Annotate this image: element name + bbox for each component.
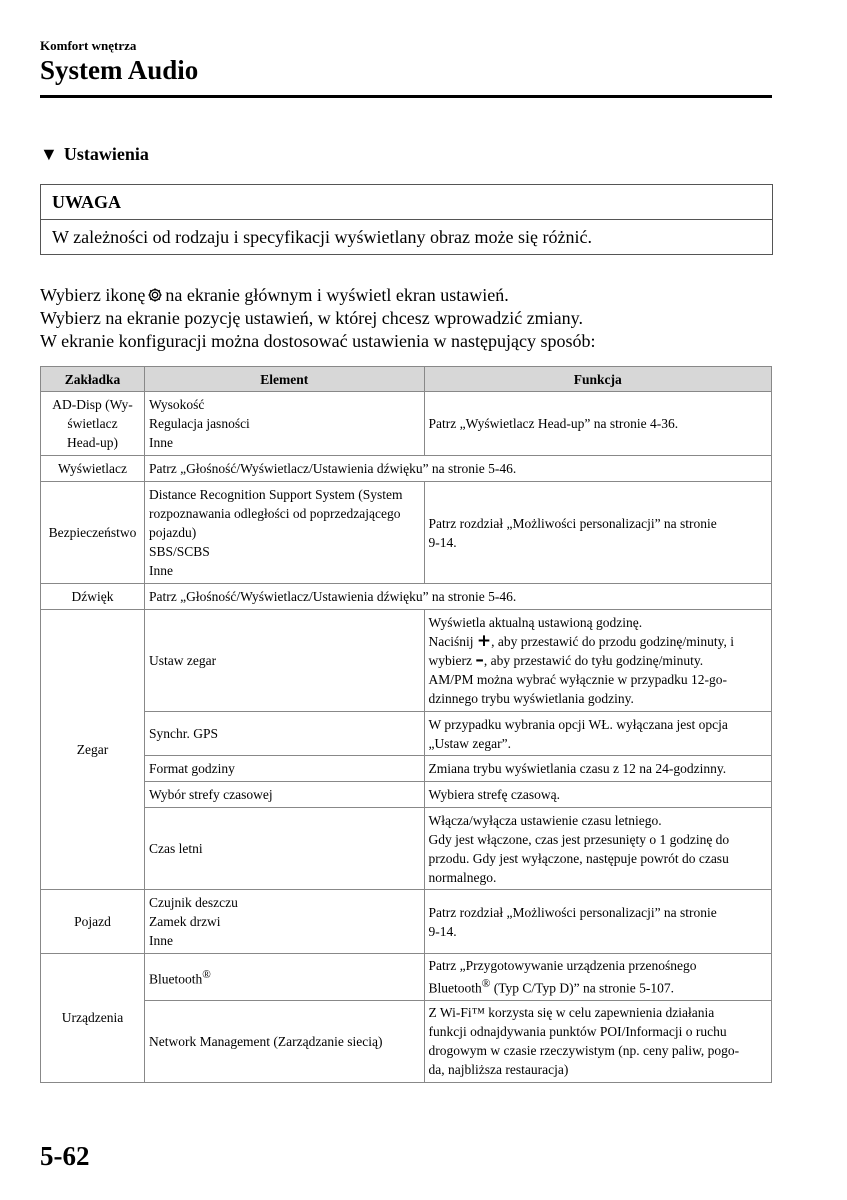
page-number: 5-62 — [40, 1141, 90, 1171]
registered-mark: ® — [481, 978, 491, 990]
function-text: Bluetooth — [428, 980, 482, 996]
function-cell: Z Wi-Fi™ korzysta się w celu zapewnienia działania funkcji odnajdywania punktów POI/Informacji o ruchu drogowym w czasie rzeczywistym (np. ceny paliw, pogo- da, najbliższa restauracja) — [424, 1000, 771, 1082]
element-cell — [144, 954, 424, 1001]
intro-paragraph — [40, 284, 596, 353]
title-rule — [40, 95, 772, 98]
table-row — [41, 456, 772, 482]
tab-cell-clock: Zegar — [41, 610, 145, 890]
subheading-text: Ustawienia — [63, 144, 149, 164]
registered-mark: ® — [202, 968, 211, 981]
page-title: System Audio — [40, 55, 199, 85]
function-cell — [424, 610, 771, 712]
function-text: wybierz — [428, 653, 473, 668]
tab-cell-vehicle: Pojazd — [41, 890, 145, 954]
plus-icon: + — [476, 631, 492, 651]
element-cell: Czas letni — [144, 808, 424, 890]
function-cell: Zmiana trybu wyświetlania czasu z 12 na 24-godzinny. — [424, 756, 771, 782]
function-line — [429, 975, 767, 998]
element-cell: Wysokość Regulacja jasności Inne — [144, 392, 424, 456]
header-tab: Zakładka — [41, 367, 145, 392]
header-element: Element — [144, 367, 424, 392]
triangle-down-icon: ▼ — [40, 144, 58, 164]
settings-table — [40, 366, 772, 1083]
table-row — [41, 392, 772, 456]
element-cell: Format godziny — [144, 756, 424, 782]
function-line: AM/PM można wybrać wyłącznie w przypadku 12-go- dzinnego trybu wyświetlania godziny. — [428, 672, 727, 706]
intro-line-3: W ekranie konfiguracji można dostosować ustawienia w następujący sposób: — [40, 331, 596, 351]
header-function: Funkcja — [424, 367, 771, 392]
function-line: Wyświetla aktualną ustawioną godzinę. — [428, 615, 643, 630]
function-text: Naciśnij — [428, 634, 474, 649]
table-header-row — [41, 367, 772, 392]
function-cell: Wybiera strefę czasową. — [424, 782, 771, 808]
table-row — [41, 1000, 772, 1082]
tab-cell-sound: Dźwięk — [41, 584, 145, 610]
function-line — [429, 632, 767, 651]
gear-icon — [147, 287, 163, 303]
function-line: Patrz „Przygotowywanie urządzenia przenośnego — [428, 958, 697, 973]
note-box — [40, 184, 773, 255]
table-row — [41, 808, 772, 890]
intro-line-1-start: Wybierz ikonę — [40, 285, 146, 305]
subheading — [40, 144, 149, 165]
function-text: , aby przestawić do przodu godzinę/minuty, i — [491, 634, 734, 649]
element-cell: Synchr. GPS — [144, 712, 424, 756]
element-cell: Patrz „Głośność/Wyświetlacz/Ustawienia dźwięku” na stronie 5-46. — [144, 456, 771, 482]
tab-cell-safety: Bezpieczeństwo — [41, 482, 145, 584]
table-row — [41, 584, 772, 610]
minus-icon: – — [475, 650, 484, 670]
function-line — [429, 651, 767, 670]
function-cell: Włącza/wyłącza ustawienie czasu letniego. Gdy jest włączone, czas jest przesunięty o 1 godzinę do przodu. Gdy jest wyłączone, następuje powrót do czasu normalnego. — [424, 808, 771, 890]
element-cell: Patrz „Głośność/Wyświetlacz/Ustawienia dźwięku” na stronie 5-46. — [144, 584, 771, 610]
function-cell: Patrz rozdział „Możliwości personalizacji” na stronie 9-14. — [424, 482, 771, 584]
element-cell: Ustaw zegar — [144, 610, 424, 712]
element-cell: Czujnik deszczu Zamek drzwi Inne — [144, 890, 424, 954]
element-text: Bluetooth — [148, 971, 203, 986]
table-row — [41, 482, 772, 584]
function-cell — [424, 954, 771, 1001]
element-cell: Network Management (Zarządzanie siecią) — [144, 1000, 424, 1082]
intro-line-1-end: na ekranie głównym i wyświetl ekran ustawień. — [165, 285, 509, 305]
element-cell: Distance Recognition Support System (System rozpoznawania odległości od poprzedzającego pojazdu) SBS/SCBS Inne — [144, 482, 424, 584]
intro-line-2: Wybierz na ekranie pozycję ustawień, w której chcesz wprowadzić zmiany. — [40, 308, 584, 328]
table-row — [41, 712, 772, 756]
function-cell: Patrz „Wyświetlacz Head-up” na stronie 4-36. — [424, 392, 771, 456]
function-text: , aby przestawić do tyłu godzinę/minuty. — [483, 653, 704, 668]
function-cell: Patrz rozdział „Możliwości personalizacji” na stronie 9-14. — [424, 890, 771, 954]
note-heading: UWAGA — [41, 185, 772, 220]
table-row — [41, 610, 772, 712]
table-row — [41, 890, 772, 954]
element-cell: Wybór strefy czasowej — [144, 782, 424, 808]
function-text: (Typ C/Typ D)” na stronie 5-107. — [490, 980, 675, 996]
note-body: W zależności od rodzaju i specyfikacji wyświetlany obraz może się różnić. — [52, 226, 592, 247]
function-cell: W przypadku wybrania opcji WŁ. wyłączana jest opcja „Ustaw zegar”. — [424, 712, 771, 756]
section-label: Komfort wnętrza — [40, 38, 137, 53]
table-row — [41, 782, 772, 808]
tab-cell-ad-disp: AD-Disp (Wy- świetlacz Head-up) — [41, 392, 145, 456]
tab-cell-display: Wyświetlacz — [41, 456, 145, 482]
table-row — [41, 756, 772, 782]
tab-cell-devices: Urządzenia — [41, 954, 145, 1083]
intro-line-1 — [40, 284, 596, 307]
table-row — [41, 954, 772, 1001]
